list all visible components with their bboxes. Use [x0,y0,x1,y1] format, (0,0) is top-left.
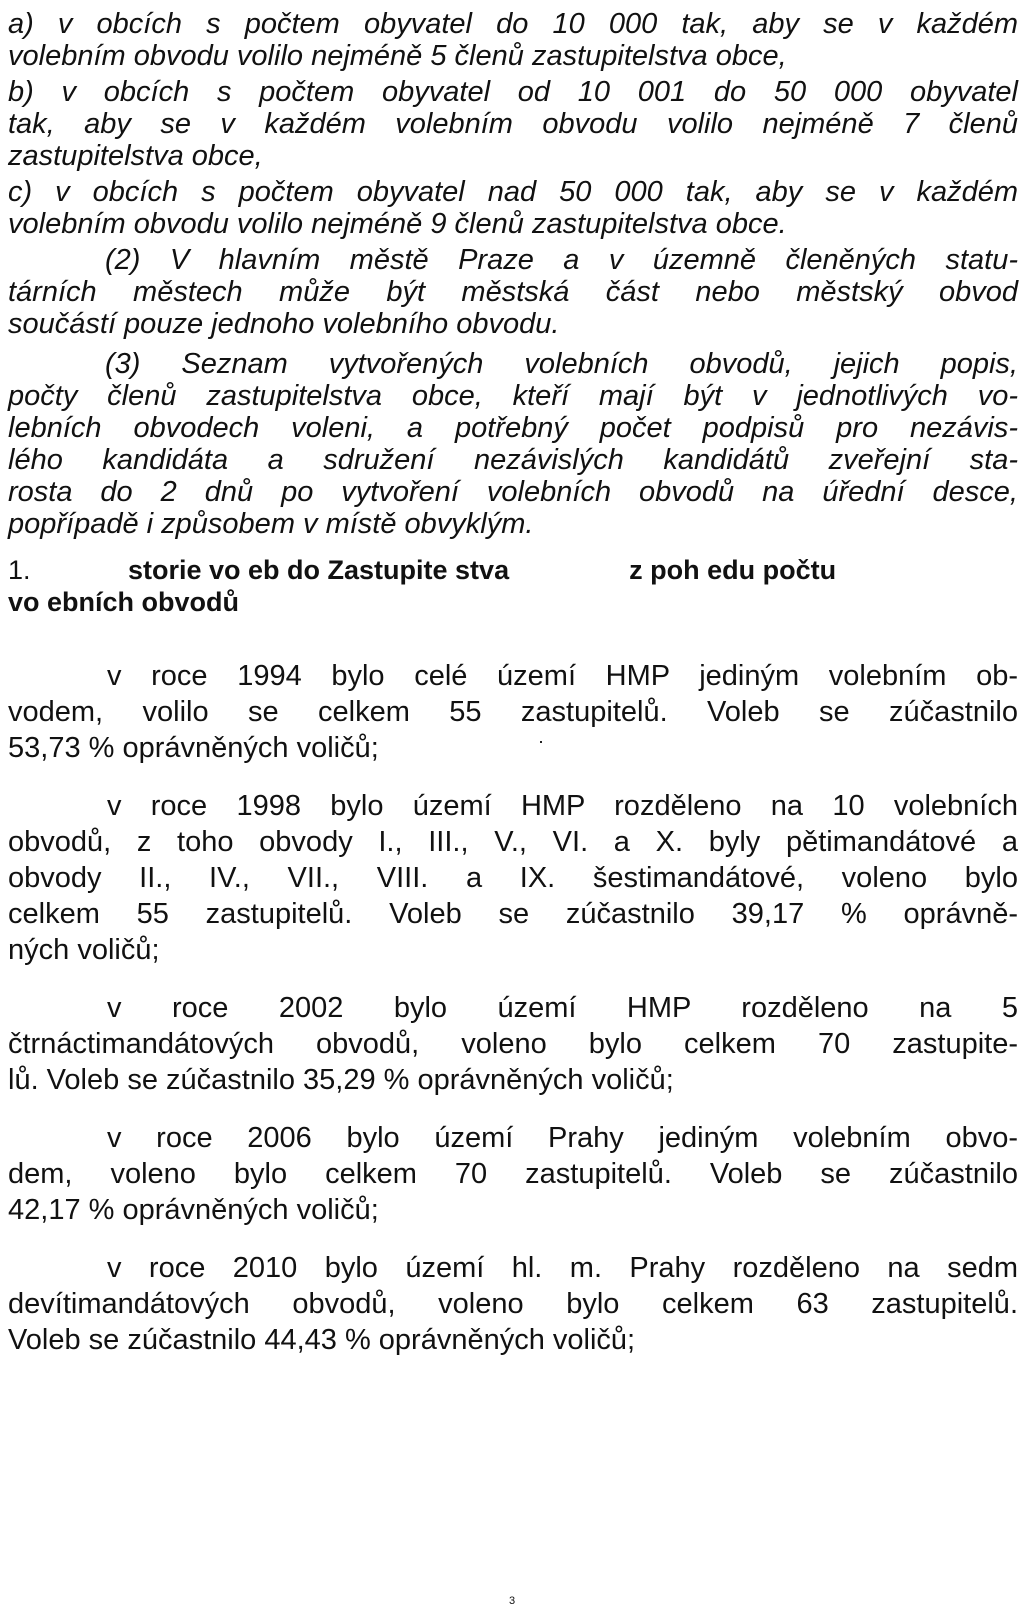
paragraph-3-line-6: popřípadě i způsobem v místě obvyklým. [8,508,534,540]
stray-dot-mark [540,741,542,743]
list-item-a-line-2: volebním obvodu volilo nejméně 5 členů zastupitelstva obce, [8,40,787,72]
history-2002-line-1: v roce 2002 bylo území HMP rozděleno na 5 [107,992,1018,1024]
paragraph-2-line-1: (2) V hlavním městě Praze a v územně členěných statu- [105,244,1018,276]
history-2010-line-2: devítimandátových obvodů, voleno bylo celkem 63 zastupitelů. [8,1288,1018,1320]
history-1994-line-2: vodem, volilo se celkem 55 zastupitelů. Voleb se zúčastnilo [8,696,1018,728]
history-1998-line-5: ných voličů; [8,934,160,966]
paragraph-3-line-3: lebních obvodech voleni, a potřebný počet podpisů pro nezávis- [8,412,1018,444]
history-1998-line-4: celkem 55 zastupitelů. Voleb se zúčastnilo 39,17 % oprávně- [8,898,1018,930]
section-number: 1. [8,555,31,585]
list-item-b-line-2: tak, aby se v každém volebním obvodu volilo nejméně 7 členů [8,108,1018,140]
page-number: 3 [508,1595,516,1607]
history-2002-line-2: čtrnáctimandátových obvodů, voleno bylo celkem 70 zastupite- [8,1028,1018,1060]
paragraph-2-line-2: tárních městech může být městská část nebo městský obvod [8,276,1018,308]
paragraph-3-line-2: počty členů zastupitelstva obce, kteří mají být v jednotlivých vo- [8,380,1018,412]
history-2006-line-3: 42,17 % oprávněných voličů; [8,1194,379,1226]
list-item-b-line-3: zastupitelstva obce, [8,140,263,172]
paragraph-3-line-4: lého kandidáta a sdružení nezávislých kandidátů zveřejní sta- [8,444,1018,476]
paragraph-3-line-5: rosta do 2 dnů po vytvoření volebních obvodů na úřední desce, [8,476,1018,508]
history-2010-line-1: v roce 2010 bylo území hl. m. Prahy rozděleno na sedm [107,1252,1018,1284]
section-heading-part-a: storie vo eb do Zastupite stva [128,555,510,585]
list-item-c-line-2: volebním obvodu volilo nejméně 9 členů zastupitelstva obce. [8,208,787,240]
paragraph-3-line-1: (3) Seznam vytvořených volebních obvodů, jejich popis, [105,348,1018,380]
history-1998-line-1: v roce 1998 bylo území HMP rozděleno na 10 volebních [107,790,1018,822]
section-heading-part-b: z poh edu počtu [629,555,837,585]
history-2002-line-3: lů. Voleb se zúčastnilo 35,29 % oprávněných voličů; [8,1064,674,1096]
history-2006-line-1: v roce 2006 bylo území Prahy jediným volebním obvo- [107,1122,1018,1154]
history-1994-line-1: v roce 1994 bylo celé území HMP jediným volebním ob- [107,660,1018,692]
section-heading-line-2: vo ebních obvodů [8,587,240,617]
history-2010-line-3: Voleb se zúčastnilo 44,43 % oprávněných voličů; [8,1324,636,1356]
history-2006-line-2: dem, voleno bylo celkem 70 zastupitelů. Voleb se zúčastnilo [8,1158,1018,1190]
history-1998-line-3: obvody II., IV., VII., VIII. a IX. šestimandátové, voleno bylo [8,862,1018,894]
list-item-a-line-1: a) v obcích s počtem obyvatel do 10 000 tak, aby se v každém [8,8,1018,40]
list-item-c-line-1: c) v obcích s počtem obyvatel nad 50 000 tak, aby se v každém [8,176,1018,208]
paragraph-2-line-3: součástí pouze jednoho volebního obvodu. [8,308,560,340]
history-1998-line-2: obvodů, z toho obvody I., III., V., VI. a X. byly pětimandátové a [8,826,1018,858]
section-heading-line-1 [8,554,1018,586]
document-page [8,8,1018,1356]
list-item-b-line-1: b) v obcích s počtem obyvatel od 10 001 do 50 000 obyvatel [8,76,1018,108]
history-1994-line-3: 53,73 % oprávněných voličů; [8,732,379,764]
